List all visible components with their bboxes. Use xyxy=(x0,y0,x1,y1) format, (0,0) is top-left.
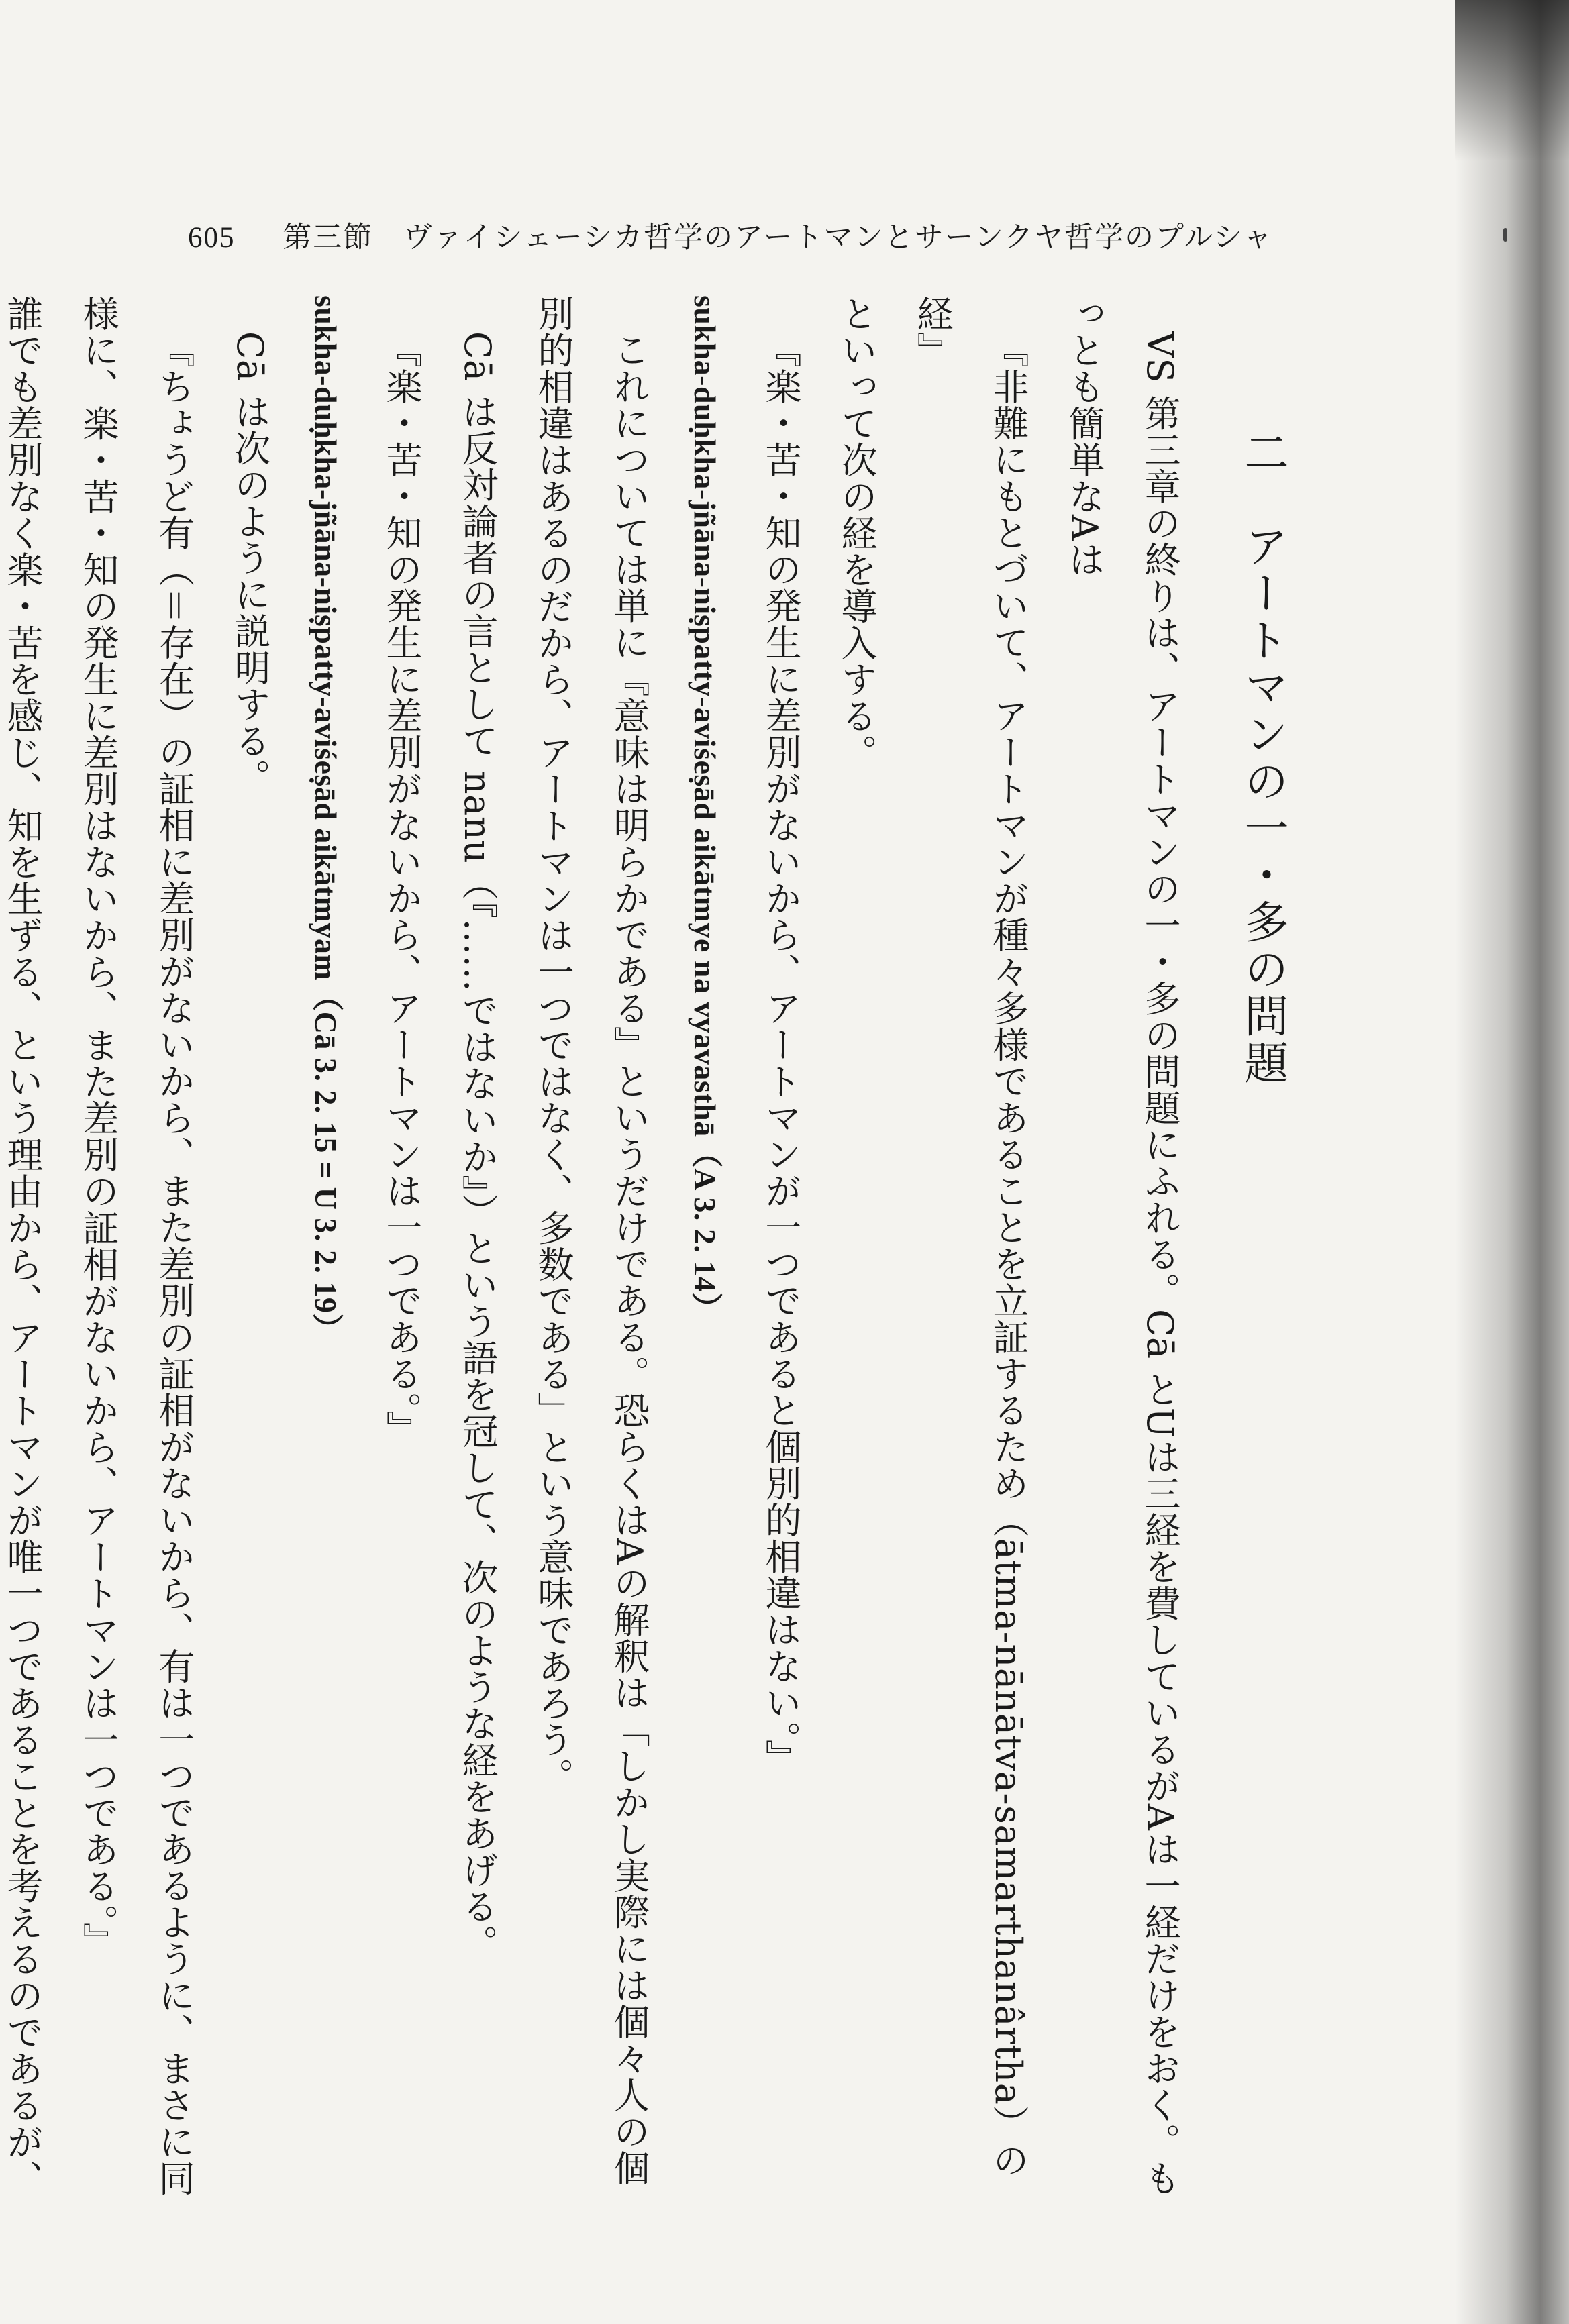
quotation: 『楽・苦・知の発生に差別がないから、アートマンが一つであると個別的相違はない。』 xyxy=(760,331,802,1776)
vertical-text-body xyxy=(1,295,1301,2207)
running-header xyxy=(188,215,1273,256)
paragraph: Cā は次のように説明する。 xyxy=(229,331,271,796)
margin-mark xyxy=(1503,228,1507,242)
paragraph: VS 第三章の終りは、アートマンの一・多の問題にふれる。Cā とUは三経を費しているがAは一経だけをおく。もっとも簡単なAは xyxy=(1063,295,1181,2197)
quotation: 『非難にもとづいて、アートマンが種々多様であることを立証するため（ātma-nānātva-samarthanârtha）の経』 xyxy=(911,295,1029,2178)
paragraph: これについては単に『意味は明らかである』というだけである。恐らくはAの解釈は「しかし実際には個々人の個別的相違はあるのだから、アートマンは一つではなく、多数である」という意味であろう。 xyxy=(532,295,650,2186)
section-heading: 二 アートマンの一・多の問題 xyxy=(1237,429,1288,1087)
quotation: 『ちょうど有（＝存在）の証相に差別がないから、また差別の証相がないから、有は一つであるように、まさに同様に、楽・苦・知の発生に差別はないから、また差別の証相がないから、アートマンは一つである。』 xyxy=(77,295,195,2197)
sanskrit-sutra: sukha-duḥkha-jñāna-niṣpatty-aviśeṣād aikātmye na vyavasthā（A 3. 2. 14） xyxy=(688,295,722,1324)
paragraph: Cā は反対論者の言として nanu（『……ではないか』）という語を冠して、次のような経をあげる。 xyxy=(456,331,499,1961)
paragraph: 誰でも差別なく楽・苦を感じ、知を生ずる、という理由から、アートマンが唯一つであることを考えるのであるが、 xyxy=(1,295,44,2197)
quotation: 『楽・苦・知の発生に差別がないから、アートマンは一つである。』 xyxy=(381,331,423,1447)
sanskrit-sutra: sukha-duḥkha-jñāna-niṣpatty-aviśeṣād aikātmyam（Cā 3. 2. 15 = U 3. 2. 19） xyxy=(309,295,343,1344)
binding-shadow xyxy=(1455,0,1569,2324)
page-number: 605 xyxy=(188,222,236,254)
paragraph: といって次の経を導入する。 xyxy=(836,295,878,771)
running-title: 第三節 ヴァイシェーシカ哲学のアートマンとサーンクヤ哲学のプルシャ xyxy=(283,221,1274,254)
binding-shadow-top xyxy=(1455,0,1569,161)
